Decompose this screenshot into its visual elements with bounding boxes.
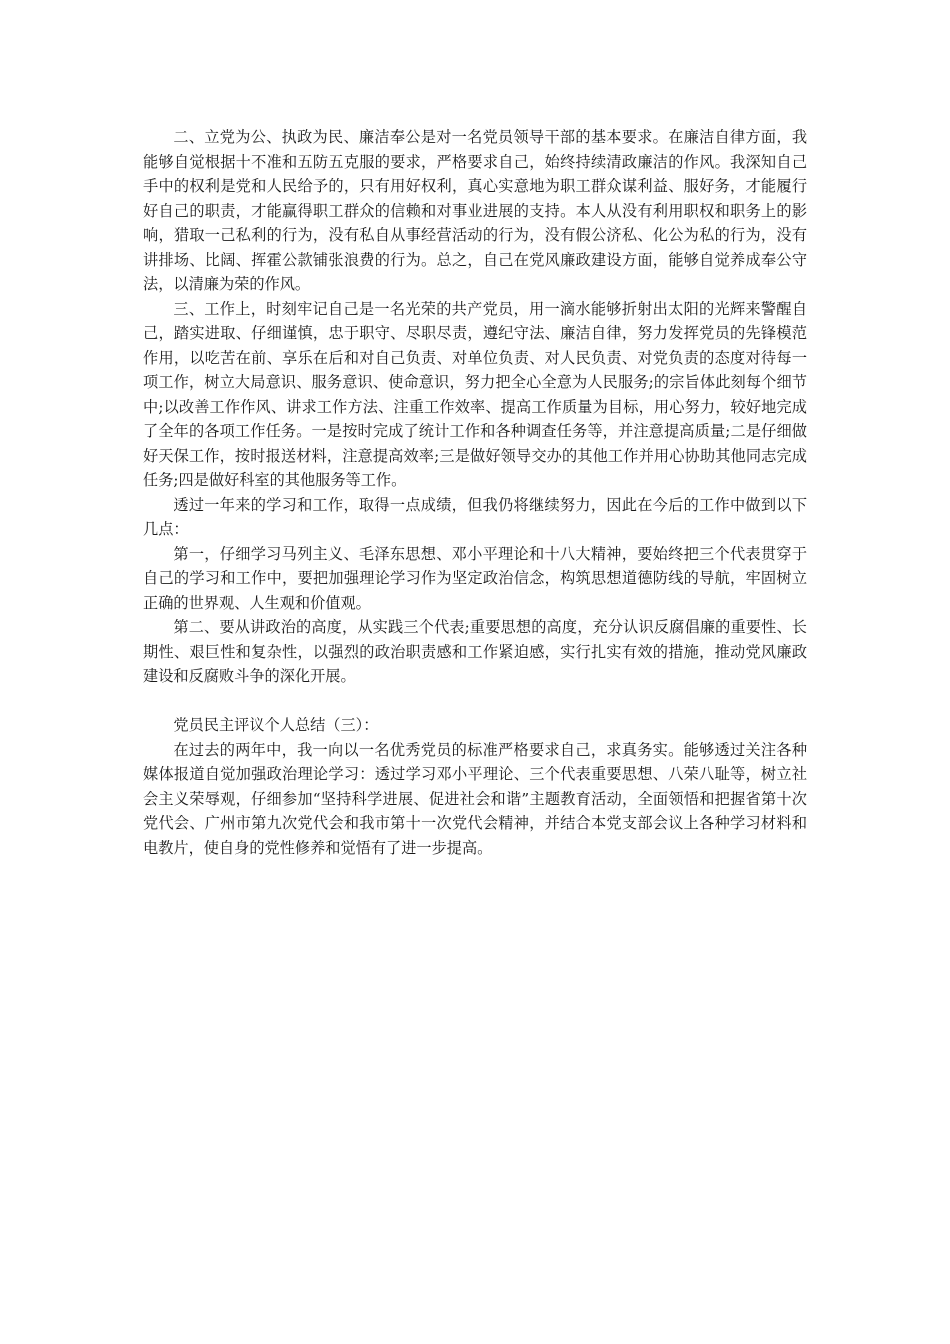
paragraph-future-intro: 透过一年来的学习和工作，取得一点成绩，但我仍将继续努力，因此在今后的工作中做到以下几点： [143, 495, 807, 538]
paragraph-point-one: 第一，仔细学习马列主义、毛泽东思想、邓小平理论和十八大精神，要始终把三个代表贯穿于自己的学习和工作中，要把加强理论学习作为坚定政治信念，构筑思想道德防线的导航，牢固树立正确的世界观、人生观和价值观。 [143, 544, 807, 612]
paragraph-point-two: 第二、要从讲政治的高度，从实践三个代表;重要思想的高度，充分认识反腐倡廉的重要性、长期性、艰巨性和复杂性，以强烈的政治职责感和工作紧迫感，实行扎实有效的措施，推动党风廉政建设和反腐败斗争的深化开展。 [143, 618, 807, 685]
paragraph-two-years: 在过去的两年中，我一向以一名优秀党员的标准严格要求自己，求真务实。能够透过关注各种媒体报道自觉加强政治理论学习：透过学习邓小平理论、三个代表重要思想、八荣八耻等，树立社会主义荣辱观，仔细参加“坚持科学进展、促进社会和谐”主题教育活动，全面领悟和把握省第十次党代会、广州市第九次党代会和我市第十一次党代会精神，并结合本党支部会议上各种学习材料和电教片，使自身的党性修养和觉悟有了进一步提高。 [143, 740, 807, 857]
blank-line [143, 689, 807, 714]
document-body [143, 125, 807, 860]
paragraph-integrity: 二、立党为公、执政为民、廉洁奉公是对一名党员领导干部的基本要求。在廉洁自律方面，我能够自觉根据十不准和五防五克服的要求，严格要求自己，始终持续清政廉洁的作风。我深知自己手中的权利是党和人民给予的，只有用好权利，真心实意地为职工群众谋利益、服好务，才能履行好自己的职责，才能赢得职工群众的信赖和对事业进展的支持。本人从没有利用职权和职务上的影响，猎取一己私利的行为，没有私自从事经营活动的行为，没有假公济私、化公为私的行为，没有讲排场、比阔、挥霍公款铺张浪费的行为。总之，自己在党风廉政建设方面，能够自觉养成奉公守法，以清廉为荣的作风。 [143, 128, 807, 293]
section-heading: 党员民主评议个人总结（三）： [173, 716, 379, 734]
paragraph-work: 三、工作上，时刻牢记自己是一名光荣的共产党员，用一滴水能够折射出太阳的光辉来警醒自己，踏实进取、仔细谨慎，忠于职守、尽职尽责，遵纪守法、廉洁自律，努力发挥党员的先锋模范作用，以吃苦在前、享乐在后和对自己负责、对单位负责、对人民负责、对党负责的态度对待每一项工作，树立大局意识、服务意识、使命意识，努力把全心全意为人民服务;的宗旨体此刻每个细节中;以改善工作作风、讲求工作方法、注重工作效率、提高工作质量为目标，用心努力，较好地完成了全年的各项工作任务。一是按时完成了统计工作和各种调查任务等，并注意提高质量;二是仔细做好天保工作，按时报送材料，注意提高效率;三是做好领导交办的其他工作并用心协助其他同志完成任务;四是做好科室的其他服务等工作。 [143, 299, 807, 489]
